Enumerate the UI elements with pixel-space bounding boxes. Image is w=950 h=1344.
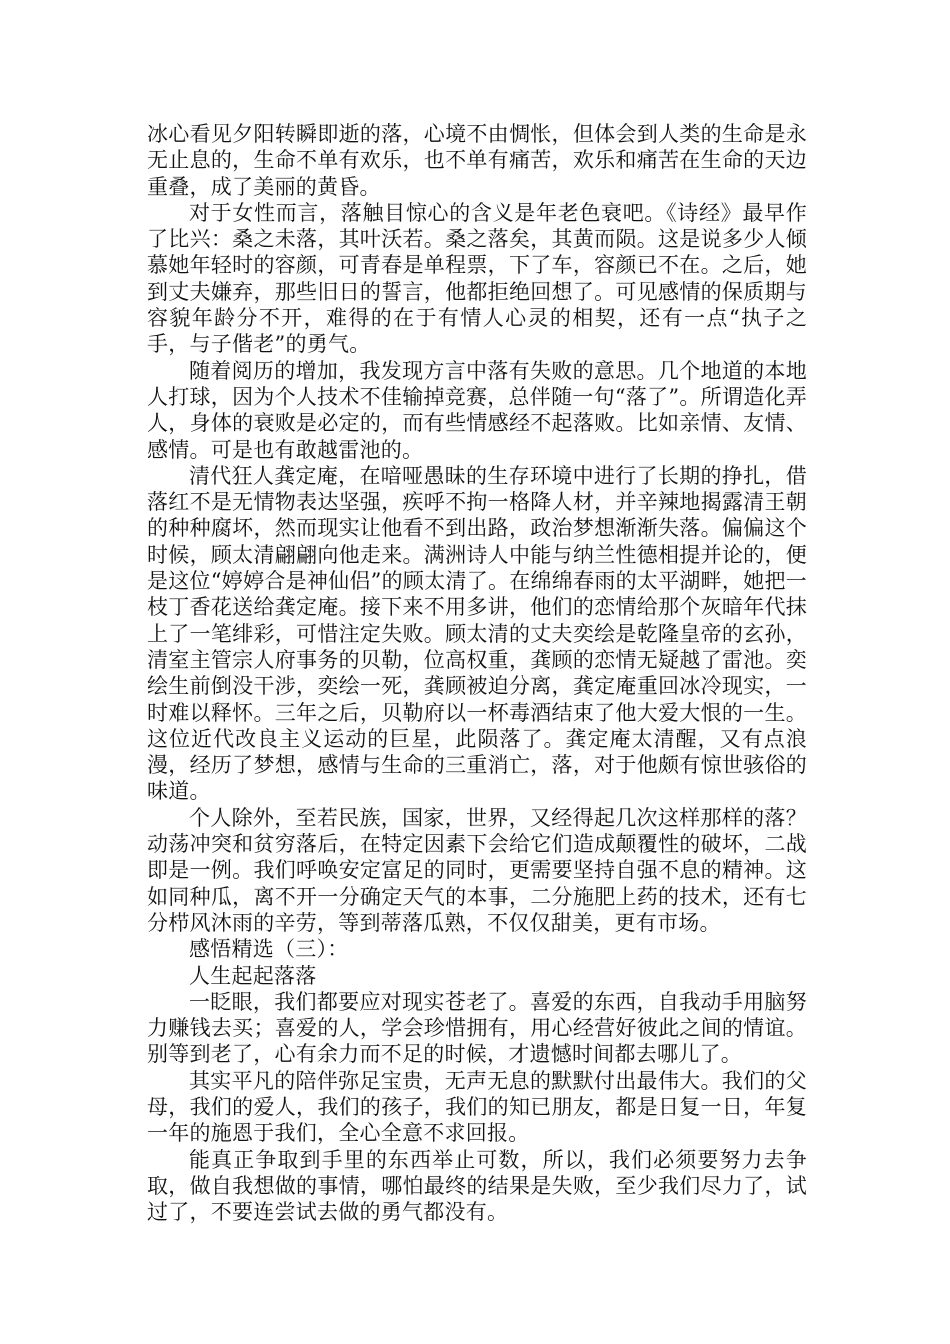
paragraph-gong-dingan: 清代狂人龚定庵，在喑哑愚昧的生存环境中进行了长期的挣扎，借落红不是无情物表达坚强，疾呼不拘一格降人材，并辛辣地揭露清王朝的种种腐坏，然而现实让他看不到出路，政治梦想渐渐失落。偏偏这个时候，顾太清翩翩向他走来。满洲诗人中能与纳兰性德相提并论的，便是这位“婷婷合是神仙侣”的顾太清了。在绵绵春雨的太平湖畔，她把一枝丁香花送给龚定庵。接下来不用多讲，他们的恋情给那个灰暗年代抹上了一笔绯彩，可惜注定失败。顾太清的丈夫奕绘是乾隆皇帝的玄孙，清室主管宗人府事务的贝勒，位高权重，龚顾的恋情无疑越了雷池。奕绘生前倒没干涉，奕绘一死，龚顾被迫分离，龚定庵重回冰冷现实，一时难以释怀。三年之后，贝勒府以一杯毒酒结束了他大爱大恨的一生。这位近代改良主义运动的巨星，此陨落了。龚定庵太清醒，又有点浪漫，经历了梦想，感情与生命的三重消亡，落，对于他颇有惊世骇俗的味道。	[147, 463, 807, 804]
document-page	[147, 121, 807, 1225]
paragraph-women-aging: 对于女性而言，落触目惊心的含义是年老色衰吧。《诗经》最早作了比兴：桑之未落，其叶沃若。桑之落矣，其黄而陨。这是说多少人倾慕她年轻时的容颜，可青春是单程票，下了车，容颜已不在。之后，她到丈夫嫌弃，那些旧日的誓言，他都拒绝回想了。可见感情的保质期与容貌年龄分不开，难得的在于有情人心灵的相契，还有一点“执子之手，与子偕老”的勇气。	[147, 200, 807, 357]
paragraph-companionship: 其实平凡的陪伴弥足宝贵，无声无息的默默付出最伟大。我们的父母，我们的爱人，我们的孩子，我们的知已朋友，都是日复一日，年复一年的施恩于我们，全心全意不求回报。	[147, 1068, 807, 1146]
paragraph-blink-of-eye: 一眨眼，我们都要应对现实苍老了。喜爱的东西，自我动手用脑努力赚钱去买；喜爱的人，学会珍惜拥有，用心经营好彼此之间的情谊。别等到老了，心有余力而不足的时候，才遗憾时间都去哪儿了。	[147, 989, 807, 1067]
paragraph-nation-world: 个人除外，至若民族，国家，世界，又经得起几次这样那样的落？动荡冲突和贫穷落后，在特定因素下会给它们造成颠覆性的破坏，二战即是一例。我们呼唤安定富足的同时，更需要坚持自强不息的精神。这如同种瓜，离不开一分确定天气的本事，二分施肥上药的技术，还有七分栉风沐雨的辛劳，等到蒂落瓜熟，不仅仅甜美，更有市场。	[147, 805, 807, 935]
paragraph-strive: 能真正争取到手里的东西举止可数，所以，我们必须要努力去争取，做自我想做的事情，哪怕最终的结果是失败，至少我们尽力了，试过了，不要连尝试去做的勇气都没有。	[147, 1147, 807, 1225]
paragraph-dialect-failure: 随着阅历的增加，我发现方言中落有失败的意思。几个地道的本地人打球，因为个人技术不佳输掉竞赛，总伴随一句“落了”。所谓造化弄人，身体的衰败是必定的，而有些情感经不起落败。比如亲情、友情、感情。可是也有敢越雷池的。	[147, 358, 807, 462]
paragraph-sunset: 冰心看见夕阳转瞬即逝的落，心境不由惆怅，但体会到人类的生命是永无止息的，生命不单有欢乐，也不单有痛苦，欢乐和痛苦在生命的天边重叠，成了美丽的黄昏。	[147, 122, 807, 199]
section-heading: 感悟精选（三）：	[189, 937, 349, 962]
section-title: 人生起起落落	[189, 963, 317, 988]
